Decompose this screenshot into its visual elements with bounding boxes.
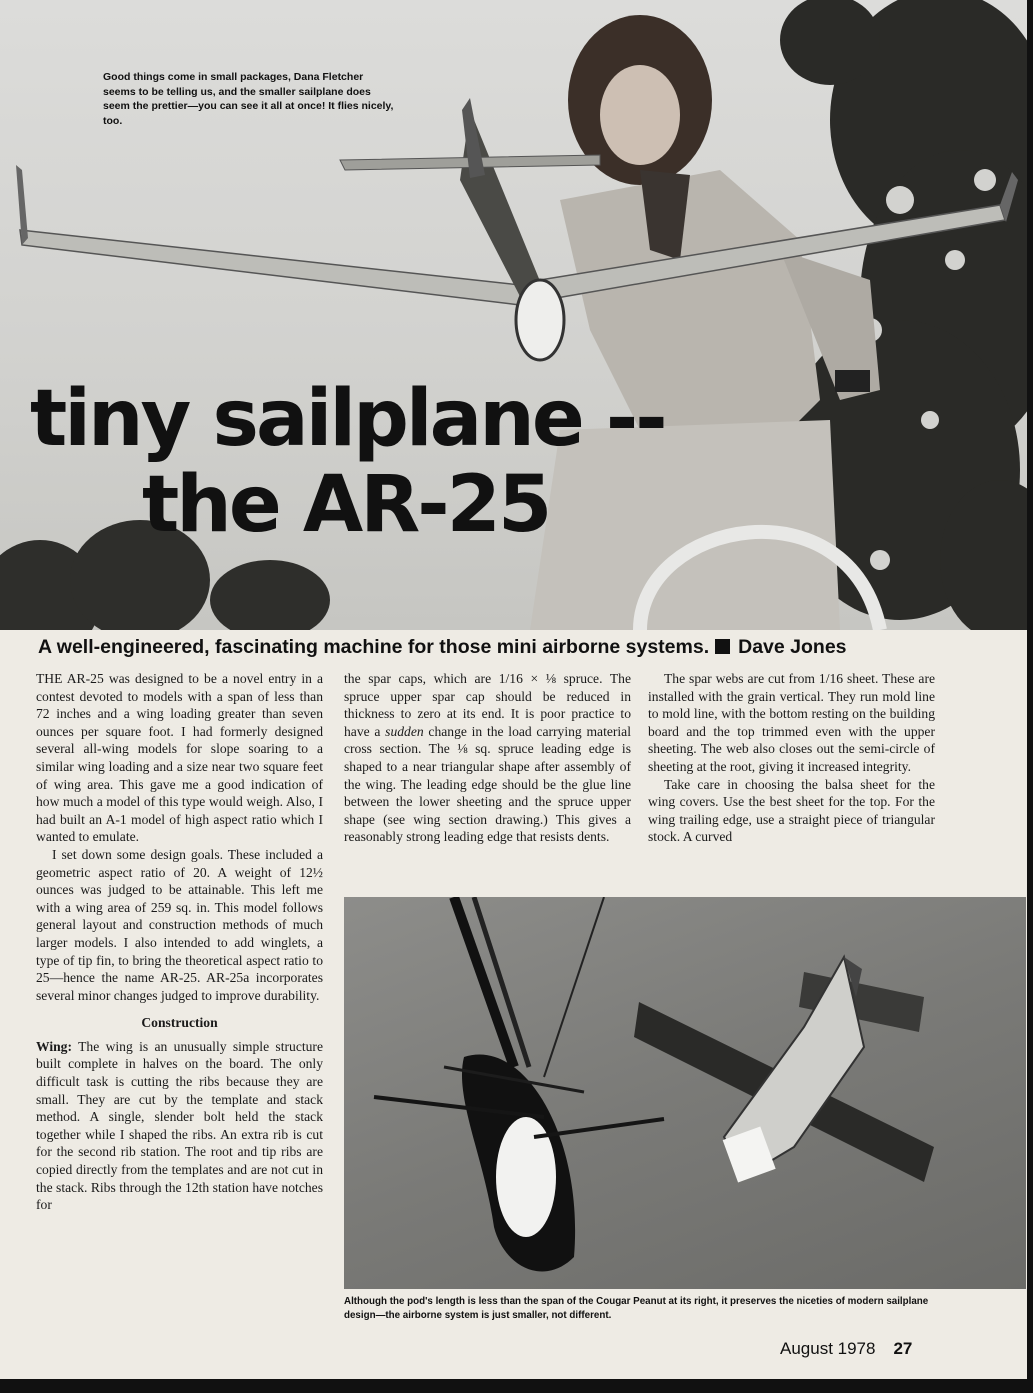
paragraph: The spar webs are cut from 1/16 sheet. These are installed with the grain vertical. They run mold line to mold line, with the bottom resting on the building board and the top trimmed even with the upper sheeting. The web also closes out the semi-circle of sheeting at the root, giving it increased integrity. [648,671,935,774]
title-line-2: the AR-25 [142,460,550,550]
scan-edge-bottom [0,1379,1033,1393]
run-in-heading: Wing: [36,1038,73,1054]
author-name: Dave Jones [738,636,847,658]
paragraph: THE AR-25 was designed to be a novel entry in a contest devoted to models with a span of less than 72 inches and a wing loading greater than seven ounces per square foot. I had formerly designed several all-wing models for slope soaring to a similar wing loading and a size near two square feet of wing area. This gave me a good indication of how much a model of this type would weigh. Also, I had built an A-1 model of high aspect ratio which I wanted to emulate. [36,671,323,845]
paragraph-text: the spar caps, which are 1/16 × ⅛ spruce. The spruce upper spar cap should be reduced in thickness to zero at its end. It is poor practice to have a [344,671,631,739]
page-footer [780,1339,912,1359]
models-illustration [344,897,1026,1289]
paragraph-text: The wing is an unusually simple structure built complete in halves on the board. The only difficult task is cutting the ribs because they are small. They are cut by the template and stack method. A single, slender bolt held the stack together while I shaped the ribs. An extra rib is cut for the second rib station. The root and tip ribs are copied directly from the templates and are not cut in the stack. Ribs through the 12th station have notches for [36,1038,323,1213]
emphasis: sudden [385,723,424,739]
text-column-1 [36,670,323,1214]
paragraph: I set down some design goals. These included a geometric aspect ratio of 20. A weight of 12½ ounces was judged to be attainable. This left me with a wing area of 259 sq. in. This model follows general layout and construction methods of much larger models. I also intended to add winglets, a type of tip fin, to bring the theoretical aspect ratio to 25—hence the name AR-25. AR-25a incorporates several minor changes judged to improve durability. [36,846,323,1003]
section-heading: Construction [141,1015,218,1031]
hero-photo [0,0,1027,630]
paragraph-text: change in the load carrying material cross section. The ⅛ sq. spruce leading edge is shaped to a near triangular shape after assembly of the wing. The leading edge should be the glue line between the lower sheeting and the spruce upper shape (see wing section drawing.) This gives a reasonably strong leading edge that resists dents. [344,723,631,845]
hero-photo-caption: Good things come in small packages, Dana Fletcher seems to be telling us, and the smaller sailplane does seem the prettier—you can see it all at once! It flies nicely, too. [103,71,394,127]
paragraph [344,670,631,846]
peanut-model [634,957,934,1182]
scan-edge-right [1027,0,1033,1393]
page-number: 27 [893,1339,913,1358]
text-column-2 [344,670,631,846]
sailplane-pod [374,1054,664,1271]
tagline: A well-engineered, fascinating machine for those mini airborne systems. [38,636,710,658]
paragraph: Take care in choosing the balsa sheet for the wing covers. Use the best sheet for the top. For the wing trailing edge, use a straight piece of triangular stock. A curved [648,776,935,845]
title-line-1: tiny sailplane -- [30,374,665,464]
paragraph [36,1038,323,1214]
models-photo-caption: Although the pod's length is less than the span of the Cougar Peanut at its right, it preserves the niceties of modern sailplane design—the airborne system is just smaller, not different. [344,1296,929,1321]
text-column-3 [648,670,935,846]
article-subtitle [38,636,950,659]
issue-date: August 1978 [780,1339,876,1358]
separator-square-icon [715,639,730,654]
models-photo [344,897,1026,1289]
